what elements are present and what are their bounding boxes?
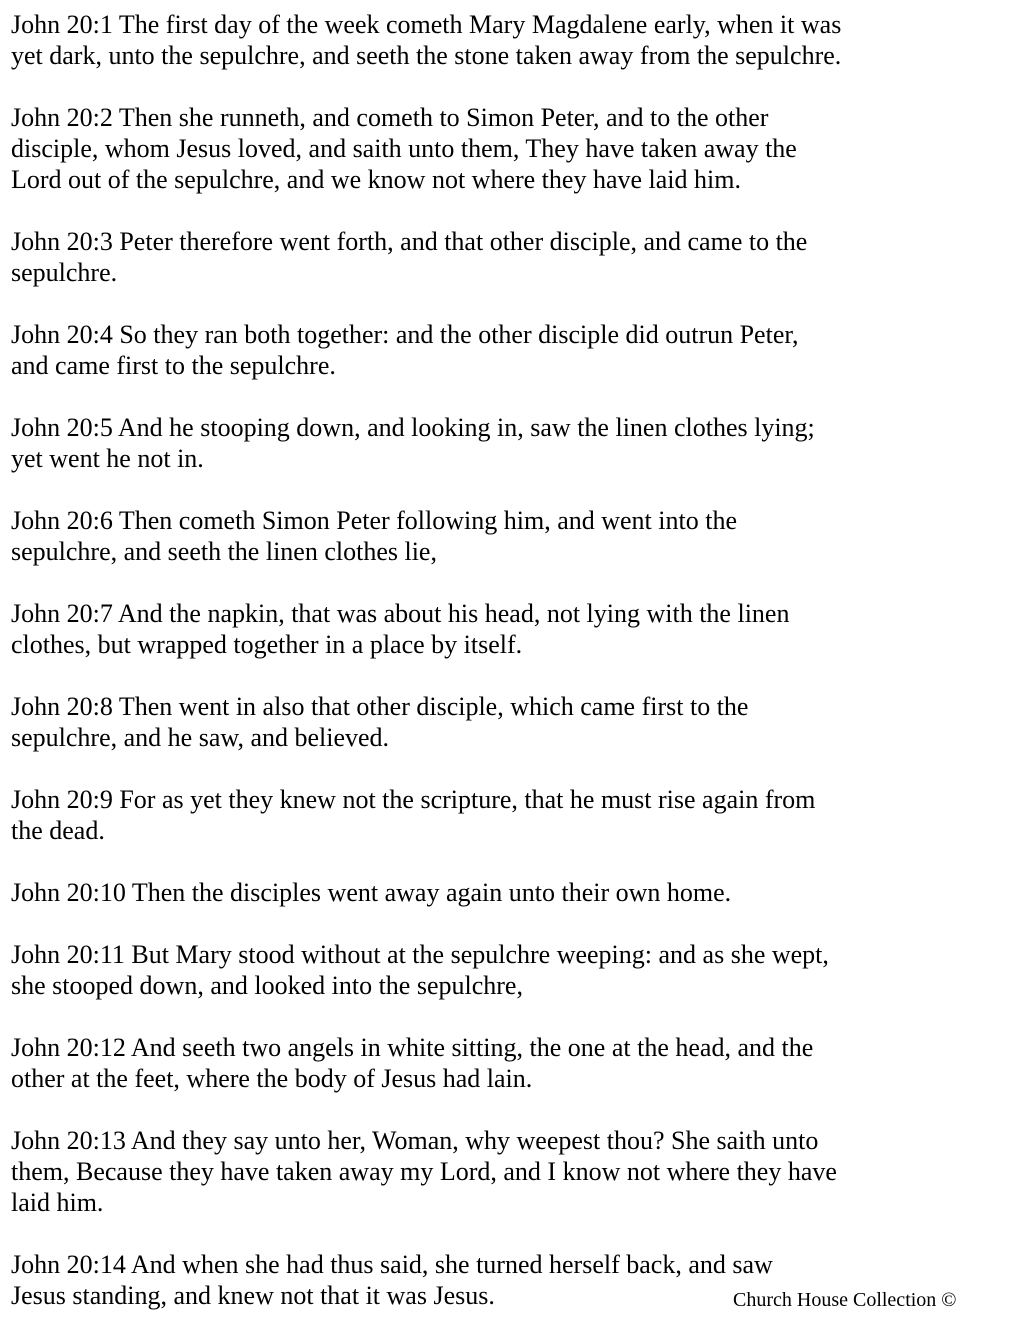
verse-john-20-10: John 20:10 Then the disciples went away again unto their own home. bbox=[11, 878, 732, 907]
verse-john-20-5: John 20:5 And he stooping down, and looking in, saw the linen clothes lying; yet went he not in. bbox=[11, 413, 815, 473]
verse-john-20-3: John 20:3 Peter therefore went forth, and that other disciple, and came to the sepulchre. bbox=[11, 227, 808, 287]
verse-john-20-6: John 20:6 Then cometh Simon Peter following him, and went into the sepulchre, and seeth the linen clothes lie, bbox=[11, 506, 737, 566]
verse-john-20-4: John 20:4 So they ran both together: and the other disciple did outrun Peter, and came first to the sepulchre. bbox=[11, 320, 799, 380]
verse-john-20-1: John 20:1 The first day of the week cometh Mary Magdalene early, when it was yet dark, unto the sepulchre, and seeth the stone taken away from the sepulchre. bbox=[11, 10, 842, 70]
verse-john-20-7: John 20:7 And the napkin, that was about his head, not lying with the linen clothes, but wrapped together in a place by itself. bbox=[11, 599, 790, 659]
verse-john-20-8: John 20:8 Then went in also that other disciple, which came first to the sepulchre, and he saw, and believed. bbox=[11, 692, 749, 752]
verse-john-20-12: John 20:12 And seeth two angels in white sitting, the one at the head, and the other at the feet, where the body of Jesus had lain. bbox=[11, 1033, 814, 1093]
verse-john-20-9: John 20:9 For as yet they knew not the scripture, that he must rise again from the dead. bbox=[11, 785, 816, 845]
verse-john-20-2: John 20:2 Then she runneth, and cometh to Simon Peter, and to the other disciple, whom Jesus loved, and saith unto them, They have taken away the Lord out of the sepulchre, and we know not where they have laid him. bbox=[11, 103, 797, 194]
verse-john-20-11: John 20:11 But Mary stood without at the sepulchre weeping: and as she wept, she stooped down, and looked into the sepulchre, bbox=[11, 940, 829, 1000]
verse-john-20-14: John 20:14 And when she had thus said, she turned herself back, and saw Jesus standing, and knew not that it was Jesus. bbox=[11, 1250, 773, 1310]
copyright-footer: Church House Collection © bbox=[733, 1289, 957, 1311]
verse-john-20-13: John 20:13 And they say unto her, Woman, why weepest thou? She saith unto them, Because they have taken away my Lord, and I know not where they have laid him. bbox=[11, 1126, 837, 1217]
